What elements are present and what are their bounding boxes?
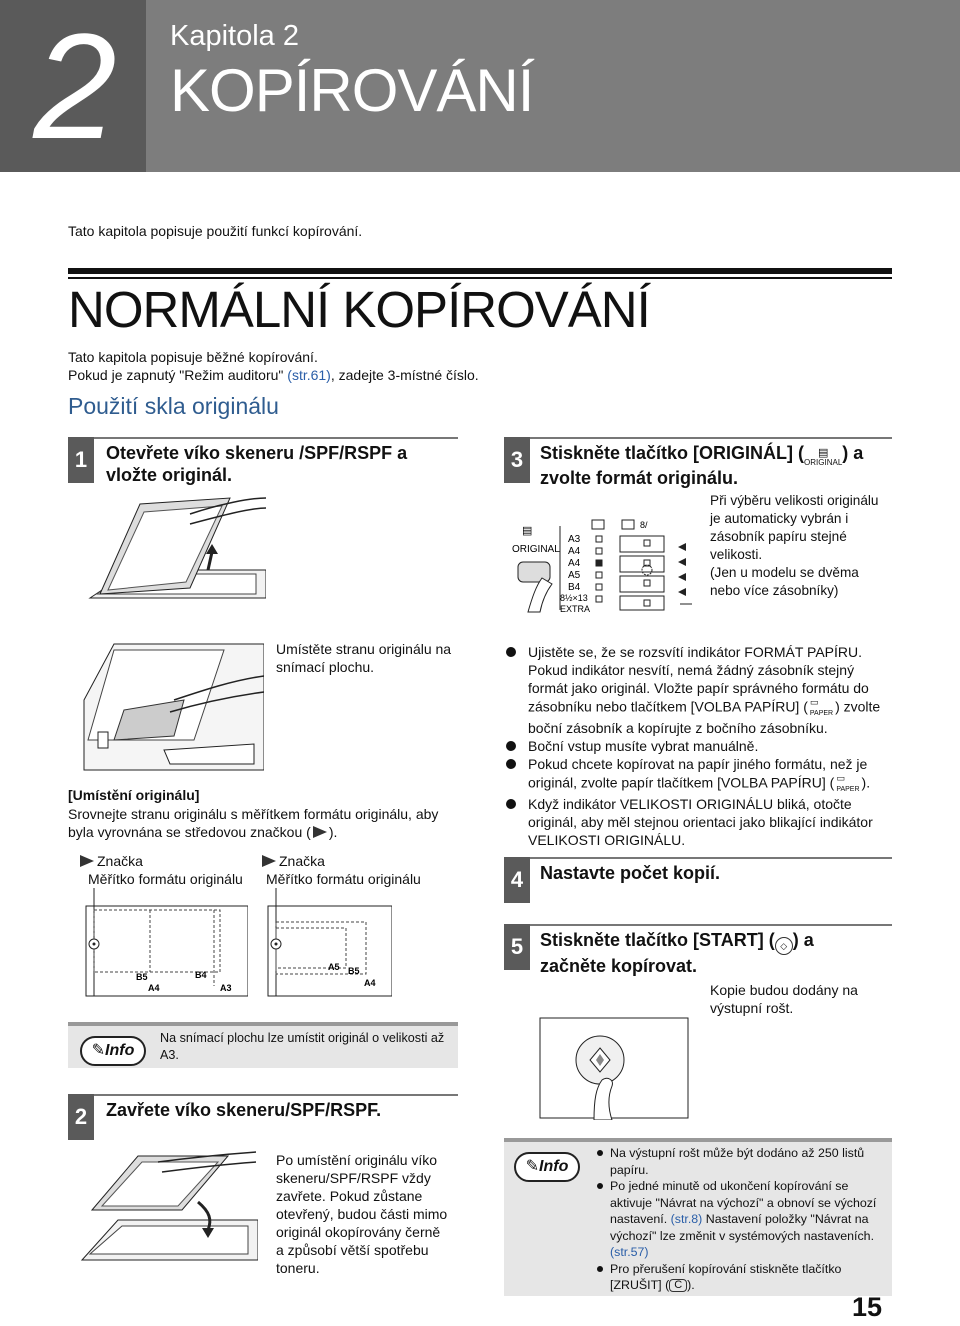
start-button-icon: ◇ <box>775 937 793 955</box>
page-link[interactable]: (str.57) <box>610 1245 649 1259</box>
step-5-number: 5 <box>504 924 530 970</box>
bullet-item: Boční vstup musíte vybrat manuálně. <box>502 737 902 755</box>
paper-button-icon: ▭ PAPER <box>809 697 834 717</box>
pencil-icon-2: ✎ <box>525 1158 540 1175</box>
start-button-illustration <box>538 1016 690 1120</box>
step-2-number: 2 <box>68 1094 94 1140</box>
svg-text:8/: 8/ <box>640 520 648 530</box>
original-placement-illustration <box>74 640 264 772</box>
diagram-2-labels: Značka Měřítko formátu originálu <box>262 852 421 888</box>
diag1-size-b4: B4 <box>195 970 207 980</box>
original-button-icon: ▤ ORIGINAL <box>804 447 843 467</box>
diag2-size-b5: B5 <box>348 966 360 976</box>
info-box-2-top-rule <box>504 1138 892 1142</box>
mark-arrow-icon-2 <box>262 855 276 867</box>
paper-button-icon-2: ▭ PAPER <box>836 773 860 793</box>
chapter-number: 2 <box>33 2 113 170</box>
bullet-item: Pokud chcete kopírovat na papír jiného formátu, než je originál, zvolte papír tlačítkem [VOLBA PAPÍRU] ( ▭ PAPER ). <box>502 755 902 795</box>
step-2-text: Po umístění originálu víko skeneru/SPF/RSPF vždy zavřete. Pokud zůstane otevřený, budou části mimo originál okopírovány černě a způsobí větší spotřebu toneru. <box>276 1152 448 1276</box>
step-1-rule <box>94 437 458 439</box>
step-5-rule <box>530 924 892 926</box>
panel-size-legal: 8½×13 <box>560 593 588 603</box>
pencil-icon: ✎ <box>91 1042 106 1059</box>
section-rule-thin <box>68 277 892 279</box>
step-1-caption: Umístěte stranu originálu na snímací plochu. <box>276 641 452 675</box>
step-4-title: Nastavte počet kopií. <box>540 863 721 883</box>
info-1-text: Na snímací plochu lze umístit originál o velikosti až A3. <box>160 1031 445 1062</box>
panel-size-b4: B4 <box>568 582 581 593</box>
step-4-number: 4 <box>504 857 530 903</box>
diag1-size-a4: A4 <box>148 983 160 993</box>
placement-text: Srovnejte stranu originálu s měřítkem formátu originálu, aby byla vyrovnána se středovou značkou ( ). <box>68 806 439 840</box>
original-size-panel-illustration <box>508 512 694 616</box>
section-description: Tato kapitola popisuje běžné kopírování. <box>68 349 318 365</box>
step-5-title: Stiskněte tlačítko [START] ( ◇ ) a začněte kopírovat. <box>540 930 814 976</box>
mark-arrow-icon <box>80 855 94 867</box>
subsection-title: Použití skla originálu <box>68 393 279 419</box>
step-4-rule <box>530 857 892 859</box>
page-link[interactable]: (str.61) <box>287 367 331 383</box>
info-item: Na výstupní rošt může být dodáno až 250 listů papíru. <box>596 1145 888 1178</box>
step-3-title: Stiskněte tlačítko [ORIGINÁL] ( ▤ ORIGINAL) a zvolte formát originálu. <box>540 443 864 488</box>
scanner-open-illustration <box>80 494 266 612</box>
info-badge-1: ✎Info <box>80 1036 146 1066</box>
section-title: NORMÁLNÍ KOPÍROVÁNÍ <box>68 281 650 338</box>
step-2-title: Zavřete víko skeneru/SPF/RSPF. <box>106 1100 382 1120</box>
step-3-bullets <box>502 643 902 849</box>
scale-diagram-1 <box>80 888 248 998</box>
diag2-size-a5: A5 <box>328 962 340 972</box>
panel-size-extra: EXTRA <box>560 604 591 614</box>
placement-heading: [Umístění originálu] <box>68 787 200 803</box>
page-link[interactable]: (str.8) <box>670 1212 703 1226</box>
step-3-note: Při výběru velikosti originálu je automaticky vybrán i zásobník papíru stejné velikosti. (Jen u modelu se dvěma nebo více zásobníky) <box>710 493 879 598</box>
diag2-size-a4: A4 <box>364 978 376 988</box>
step-3-rule <box>530 437 892 439</box>
chapter-intro: Tato kapitola popisuje použití funkcí kopírování. <box>68 223 363 239</box>
diagram-1-labels: Značka Měřítko formátu originálu <box>80 852 243 888</box>
bullet-item: Když indikátor VELIKOSTI ORIGINÁLU bliká, otočte originál, aby měl stejnou orientaci jako blikající indikátor VELIKOSTI ORIGINÁLU. <box>502 795 902 849</box>
section-description-2: Pokud je zapnutý "Režim auditoru" (str.61), zadejte 3-místné číslo. <box>68 367 479 383</box>
step-1-number: 1 <box>68 437 94 483</box>
panel-size-a3: A3 <box>568 534 581 545</box>
cancel-button-icon: C <box>669 1279 687 1292</box>
panel-original-label: ORIGINAL <box>512 544 560 555</box>
step-1-title: Otevřete víko skeneru /SPF/RSPF a vložte originál. <box>106 443 408 485</box>
bullet-item: Ujistěte se, že se rozsvítí indikátor FORMÁT PAPÍRU. Pokud indikátor nesvítí, nemá žádný zásobník stejný formát jako originál. Vložte papír správného formátu do zásobníku nebo tlačítkem [VOLBA PAPÍRU] ( ▭ PAPER ) zvolte boční zásobník a kopírujte z bočního zásobníku. <box>502 643 902 737</box>
panel-size-a4: A4 <box>568 546 581 557</box>
step-2-rule <box>94 1094 458 1096</box>
step-3-number: 3 <box>504 437 530 483</box>
panel-size-a5: A5 <box>568 570 581 581</box>
info-2-list <box>596 1145 888 1294</box>
diag1-size-b5: B5 <box>136 972 148 982</box>
diag1-size-a3: A3 <box>220 983 232 993</box>
page-number: 15 <box>852 1292 883 1322</box>
info-item: Pro přerušení kopírování stiskněte tlačítko [ZRUŠIT] ( C ). <box>596 1261 888 1294</box>
scale-diagram-2 <box>262 888 392 998</box>
step-5-text: Kopie budou dodány na výstupní rošt. <box>710 982 858 1016</box>
chapter-label: Kapitola 2 <box>170 20 299 52</box>
center-mark-icon <box>313 826 327 838</box>
section-rule <box>68 268 892 274</box>
scanner-close-illustration <box>78 1150 258 1268</box>
info-item: Po jedné minutě od ukončení kopírování se aktivuje "Návrat na výchozí" a obnoví se výchozí nastavení. (str.8) Nastavení položky "Návrat na výchozí" lze změnit v systémových nastaveních. (str.57) <box>596 1178 888 1261</box>
info-badge-2: ✎Info <box>514 1152 580 1182</box>
info-box-1-top-rule <box>68 1022 458 1026</box>
chapter-title: KOPÍROVÁNÍ <box>170 57 534 124</box>
svg-text:▤: ▤ <box>522 525 533 537</box>
panel-size-a4r: A4 <box>568 558 581 569</box>
